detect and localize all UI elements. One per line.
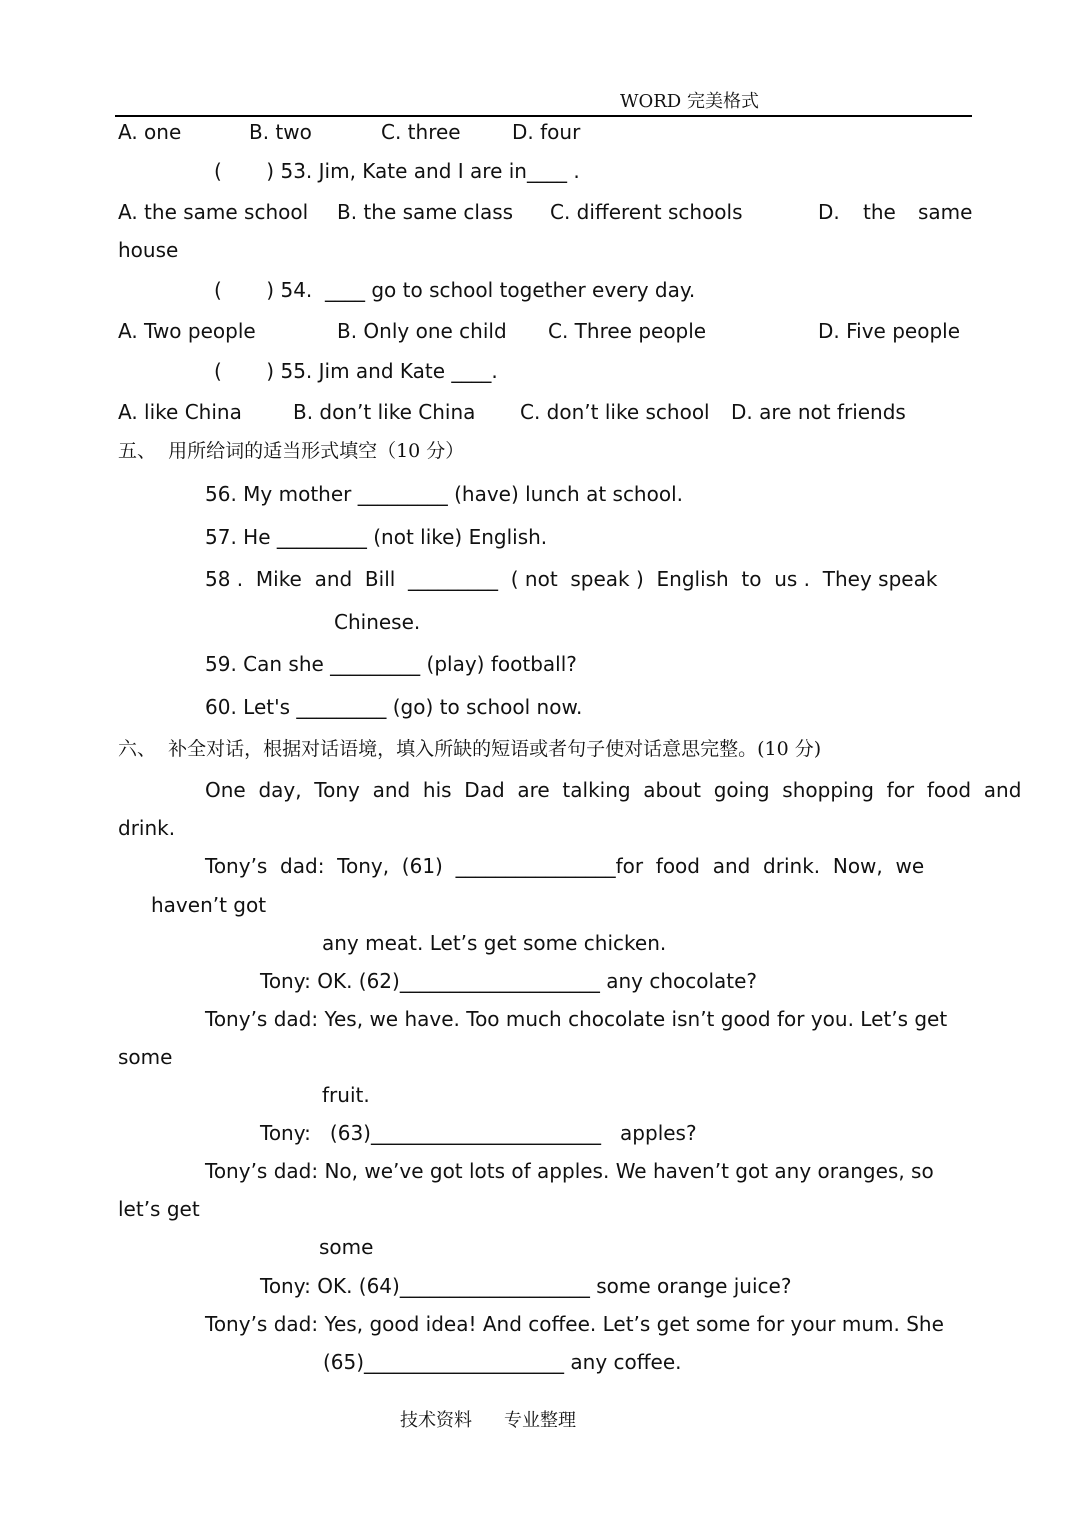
dialog-64: Tony: OK. (64)___________________ some orange juice? [260, 1274, 792, 1298]
footer-left: 技术资料 [400, 1410, 472, 1431]
dialog-61-line3: any meat. Let’s get some chicken. [322, 931, 667, 955]
section5-title: 五、 用所给词的适当形式填空（10 分） [118, 440, 465, 462]
dialog-62: Tony: OK. (62)____________________ any chocolate? [260, 969, 758, 993]
q55-option-a: A. like China [118, 400, 242, 424]
q60-item: 60. Let's _________ (go) to school now. [205, 695, 583, 719]
dialog-63: Tony: (63)_______________________ apples? [260, 1121, 697, 1145]
q54-stem: ( ) 54. ____ go to school together every day. [214, 278, 696, 302]
q53-option-d-prefix: D. [818, 200, 840, 224]
q53-option-d-cont: house [118, 238, 179, 262]
footer-right: 专业整理 [504, 1410, 576, 1431]
section6-intro-line1: One day, Tony and his Dad are talking about going shopping for food and [205, 778, 1022, 802]
q57-item: 57. He _________ (not like) English. [205, 525, 548, 549]
q53-option-c: C. different schools [550, 200, 743, 224]
q52-option-a: A. one [118, 120, 182, 144]
q53-option-d-word1: the [863, 200, 896, 224]
dialog-61-line2: haven’t got [151, 893, 267, 917]
q52-option-b: B. two [249, 120, 312, 144]
q58-item: 58 . Mike and Bill _________ ( not speak ) English to us . They speak [205, 567, 938, 591]
dialog-dad2-line1: Tony’s dad: No, we’ve got lots of apples. We haven’t got any oranges, so [205, 1159, 934, 1183]
section6-title: 六、 补全对话，根据对话语境，填入所缺的短语或者句子使对话意思完整。(10 分) [118, 738, 822, 760]
q53-stem: ( ) 53. Jim, Kate and I are in____ . [214, 159, 580, 183]
dialog-dad-line3: fruit. [322, 1083, 370, 1107]
q53-option-d-word2: same [918, 200, 973, 224]
dialog-dad-line1: Tony’s dad: Yes, we have. Too much chocolate isn’t good for you. Let’s get [205, 1007, 948, 1031]
dialog-dad2-line2: let’s get [118, 1197, 200, 1221]
q53-option-b: B. the same class [337, 200, 514, 224]
q55-option-d: D. are not friends [731, 400, 906, 424]
q59-item: 59. Can she _________ (play) football? [205, 652, 577, 676]
dialog-dad2-line3: some [319, 1235, 374, 1259]
dialog-dad-line2: some [118, 1045, 173, 1069]
q53-option-a: A. the same school [118, 200, 309, 224]
q55-stem: ( ) 55. Jim and Kate ____. [214, 359, 498, 383]
section6-intro-line2: drink. [118, 816, 176, 840]
q52-option-d: D. four [512, 120, 581, 144]
header-rule [115, 115, 972, 117]
header-text: WORD 完美格式 [620, 91, 759, 112]
q54-option-a: A. Two people [118, 319, 256, 343]
q58-item-cont: Chinese. [334, 610, 421, 634]
q55-option-c: C. don’t like school [520, 400, 710, 424]
q54-option-c: C. Three people [548, 319, 707, 343]
dialog-65-line2: (65)____________________ any coffee. [323, 1350, 682, 1374]
q52-option-c: C. three [381, 120, 461, 144]
dialog-65-line1: Tony’s dad: Yes, good idea! And coffee. Let’s get some for your mum. She [205, 1312, 944, 1336]
q54-option-d: D. Five people [818, 319, 961, 343]
q56-item: 56. My mother _________ (have) lunch at school. [205, 482, 683, 506]
q55-option-b: B. don’t like China [293, 400, 476, 424]
dialog-61-line1: Tony’s dad: Tony, (61) ________________for food and drink. Now, we [205, 854, 925, 878]
q54-option-b: B. Only one child [337, 319, 507, 343]
